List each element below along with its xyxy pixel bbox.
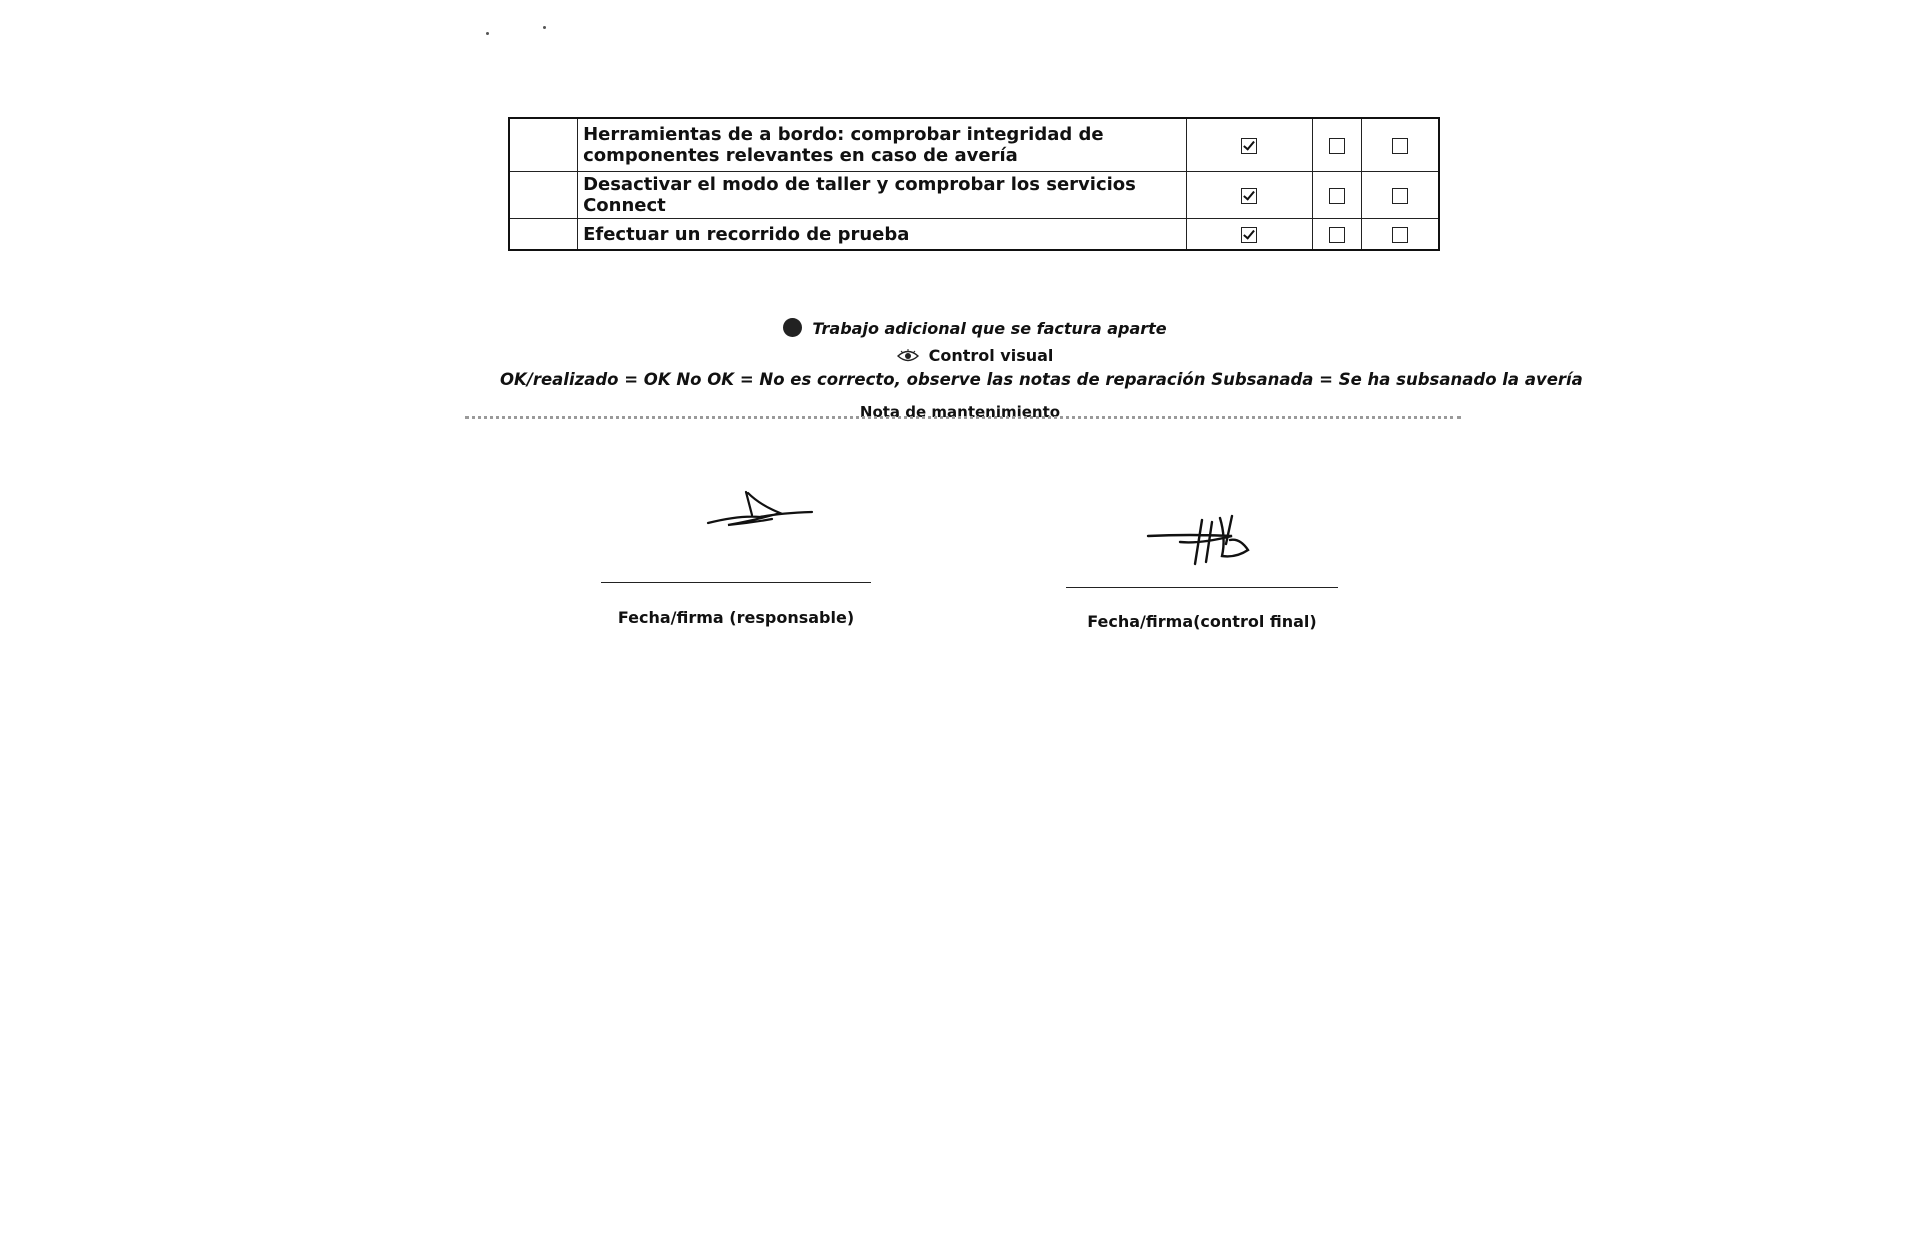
signature-scribble-final-check	[1140, 508, 1270, 570]
table-row	[509, 172, 1439, 219]
not-ok-cell	[1312, 172, 1361, 219]
not-ok-cell	[1312, 219, 1361, 251]
fixed-cell	[1361, 219, 1439, 251]
fixed-checkbox[interactable]	[1392, 227, 1408, 243]
legend-visual-check	[500, 346, 1450, 367]
signature-label-responsible: Fecha/firma (responsable)	[617, 608, 855, 627]
not-ok-checkbox[interactable]	[1329, 138, 1345, 154]
table-row	[509, 118, 1439, 172]
ok-cell	[1186, 172, 1312, 219]
fixed-cell	[1361, 118, 1439, 172]
not-ok-checkbox[interactable]	[1329, 227, 1345, 243]
legend-status-key: OK/realizado = OK No OK = No es correcto, observe las notas de reparación Subsanada = Se ha subsanado la avería	[500, 370, 1583, 389]
row-number-cell	[509, 118, 578, 172]
table-row	[509, 219, 1439, 251]
ok-checkbox[interactable]	[1241, 227, 1257, 243]
ok-cell	[1186, 118, 1312, 172]
signature-scribble-responsible	[700, 485, 820, 535]
not-ok-checkbox[interactable]	[1329, 188, 1345, 204]
filled-dot-icon	[783, 318, 802, 337]
signature-line-final-check	[1066, 587, 1338, 588]
fixed-checkbox[interactable]	[1392, 188, 1408, 204]
perforation-divider	[465, 416, 1461, 419]
task-cell: Efectuar un recorrido de prueba	[578, 219, 1187, 251]
fixed-cell	[1361, 172, 1439, 219]
maintenance-note-title: Nota de mantenimiento	[859, 403, 1061, 418]
row-number-cell	[509, 219, 578, 251]
legend-extra-work	[500, 318, 1450, 338]
task-cell: Herramientas de a bordo: comprobar integridad de componentes relevantes en caso de avería	[578, 118, 1187, 172]
fixed-checkbox[interactable]	[1392, 138, 1408, 154]
task-cell: Desactivar el modo de taller y comprobar los servicios Connect	[578, 172, 1187, 219]
eye-icon	[897, 348, 919, 367]
ok-cell	[1186, 219, 1312, 251]
checklist-table	[508, 117, 1440, 251]
ok-checkbox[interactable]	[1241, 138, 1257, 154]
signature-label-final-check: Fecha/firma(control final)	[1087, 612, 1317, 631]
ok-checkbox[interactable]	[1241, 188, 1257, 204]
signature-line-responsible	[601, 582, 871, 583]
legend-extra-work-text: Trabajo adicional que se factura aparte	[812, 319, 1167, 338]
not-ok-cell	[1312, 118, 1361, 172]
legend-visual-check-text: Control visual	[928, 346, 1054, 365]
row-number-cell	[509, 172, 578, 219]
